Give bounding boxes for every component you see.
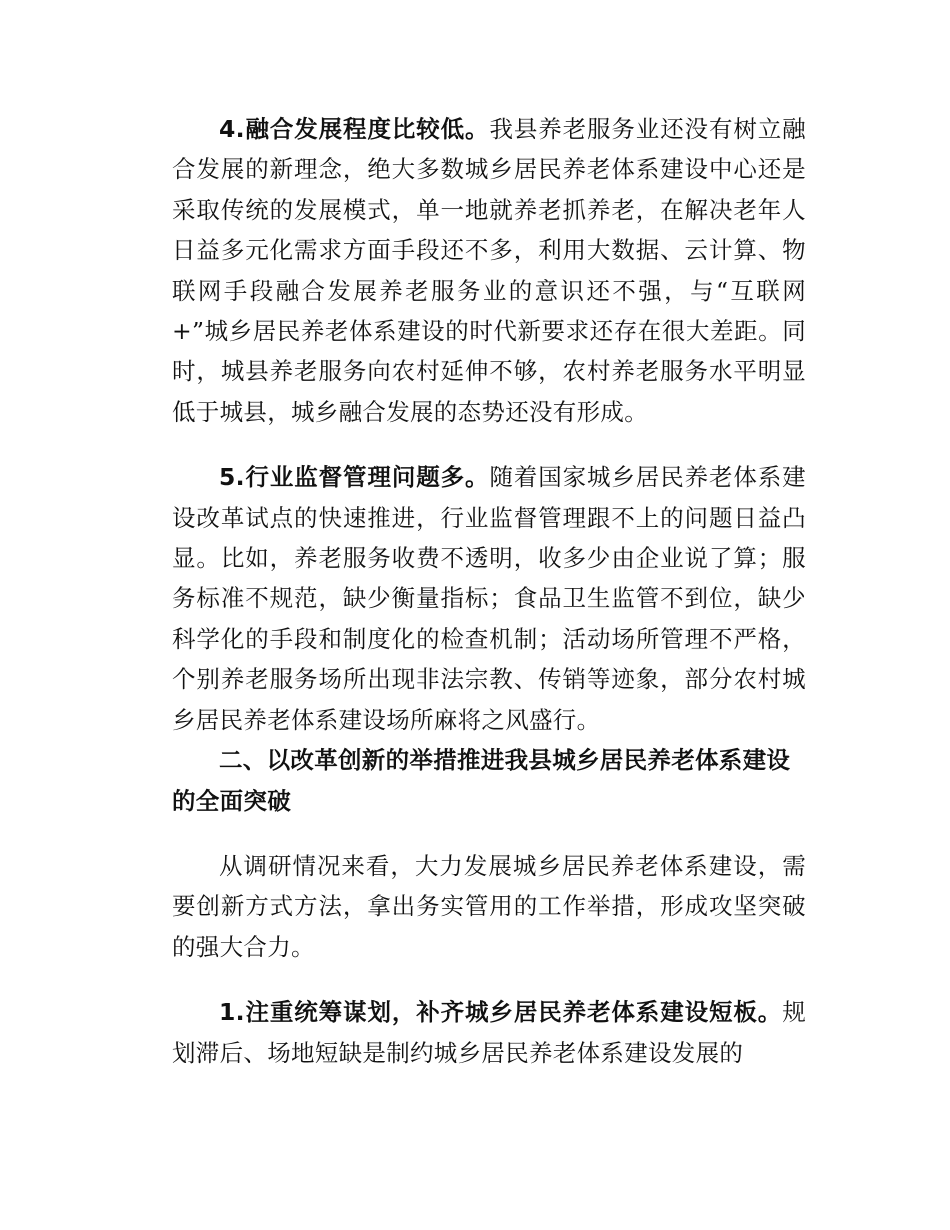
paragraph-text: 我县养老服务业还没有树立融合发展的新理念，绝大多数城乡居民养老体系建设中心还是采取传统的发展模式，单一地就养老抓养老，在解决老年人日益多元化需求方面手段还不多，利用大数据、云计算、物联网手段融合发展养老服务业的意识还不强，与“互联网+”城乡居民养老体系建设的时代新要求还存在很大差距。同时，城县养老服务向农村延伸不够，农村养老服务水平明显低于城县，城乡融合发展的态势还没有形成。 [172,115,806,426]
paragraph-text: 从调研情况来看，大力发展城乡居民养老体系建设，需要创新方式方法，拿出务实管用的工作举措，形成攻坚突破的强大合力。 [172,851,806,961]
paragraph-lead: 4.融合发展程度比较低。 [219,115,490,143]
paragraph-fusion-development [172,109,806,432]
paragraph-survey-summary [172,846,806,967]
paragraph-industry-supervision [172,457,806,740]
paragraph-lead: 1.注重统筹谋划，补齐城乡居民养老体系建设短板。 [219,998,783,1027]
paragraph-text: 随着国家城乡居民养老体系建设改革试点的快速推进，行业监督管理跟不上的问题日益凸显。比如，养老服务收费不透明，收多少由企业说了算；服务标准不规范，缺少衡量指标；食品卫生监管不到位，缺少科学化的手段和制度化的检查机制；活动场所管理不严格，个别养老服务场所出现非法宗教、传销等迹象，部分农村城乡居民养老体系建设场所麻将之风盛行。 [172,463,806,734]
paragraph-text: 规划滞后、场地短缺是制约城乡居民养老体系建设发展的 [172,998,806,1067]
document-body [172,109,806,1073]
section-heading: 二、以改革创新的举措推进我县城乡居民养老体系建设的全面突破 [172,746,791,815]
paragraph-overall-planning [172,992,806,1073]
paragraph-lead: 5.行业监督管理问题多。 [219,463,490,492]
